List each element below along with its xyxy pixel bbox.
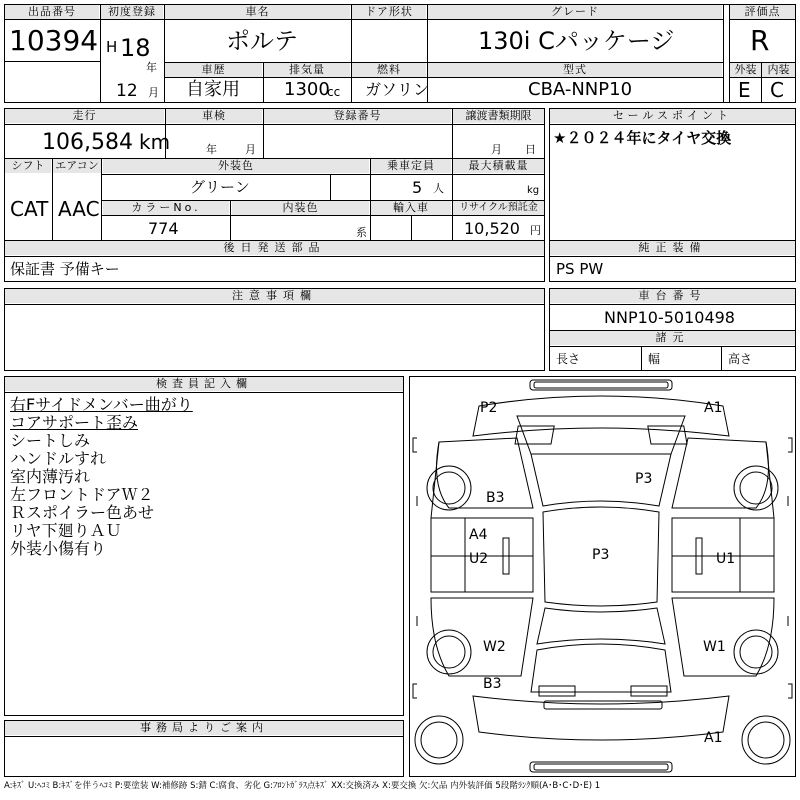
remark-item: ハンドルすれ [10, 449, 107, 468]
first-reg-year: 18 [120, 34, 151, 62]
recycle-unit: 円 [530, 224, 541, 237]
int-color-label: 内装色 [232, 201, 369, 215]
mark-front-left: P2 [480, 400, 498, 416]
remark-item: Ｒスポイラー色あせ [10, 503, 155, 522]
mark-hood: P3 [635, 471, 653, 487]
shift: CAT [10, 197, 49, 221]
mark-rear-right: A1 [704, 730, 723, 746]
interior-label: 内装 [762, 63, 795, 77]
score-label: 評価点 [730, 5, 795, 19]
regno-label: 登録番号 [264, 109, 451, 123]
width-label: 幅 [648, 352, 661, 366]
inspector-label: 検査員記入欄 [5, 377, 403, 391]
damage-legend: A:ｷｽﾞ U:ﾍｺﾐ B:ｷｽﾞを伴うﾍｺﾐ P:要塗装 W:補修跡 S:錆 C:腐食、劣化 G:ﾌﾛﾝﾄｶﾞﾗｽ点ｷｽﾞ XX:交換済み X:要交換 欠:欠品 内外装評価 5段階ﾗﾝｸ順(A･B･C･D･E) 1 [4, 781, 601, 791]
exterior-grade: E [738, 78, 751, 102]
length-label: 長さ [556, 352, 581, 366]
displacement: 1300 [284, 79, 330, 100]
mileage-unit: km [139, 130, 171, 154]
ext-color-label: 外装色 [103, 159, 369, 173]
fuel-label: 燃料 [352, 63, 426, 77]
capacity-unit: 人 [433, 182, 444, 195]
later-parts-label: 後日発送部品 [5, 241, 544, 255]
equipment: PS PW [556, 260, 604, 278]
mark-left-rear-door: U2 [469, 551, 489, 567]
remark-item: 右Fサイドメンバー曲がり [10, 395, 193, 414]
remark-item: リヤ下廻りＡＵ [10, 521, 122, 540]
dims-label: 諸元 [550, 331, 795, 345]
mark-front-right: A1 [704, 400, 723, 416]
mileage: 106,584 [42, 130, 133, 155]
insp-month-unit: 月 [245, 143, 256, 156]
mark-left-rear-wheel: W2 [483, 639, 506, 655]
first-reg-era: H [106, 38, 118, 56]
car-name: ポルテ [226, 27, 298, 55]
history-label: 車歴 [165, 63, 262, 77]
mark-right-door: U1 [716, 551, 736, 567]
later-parts: 保証書 予備キー [10, 260, 120, 278]
grade-label: グレード [428, 5, 722, 19]
load-label: 最大積載量 [453, 159, 544, 173]
capacity-label: 乗車定員 [371, 159, 451, 173]
chassis-label: 車台番号 [550, 289, 795, 303]
car-name-label: 車名 [165, 5, 350, 19]
shift-label: シフト [5, 159, 51, 173]
ext-color: グリーン [190, 178, 250, 196]
transfer-month-unit: 月 [491, 143, 502, 156]
score: R [750, 24, 770, 57]
mark-left-fender: B3 [486, 490, 505, 506]
transfer-label: 譲渡書類期限 [453, 109, 544, 123]
mark-rear-left: B3 [483, 676, 502, 692]
sales-point-text: ★２０２４年にタイヤ交換 [553, 129, 732, 147]
remark-item: コアサポート歪み [10, 413, 139, 432]
remark-item: 左フロントドアＷ２ [10, 485, 154, 504]
ac-label: エアコン [53, 159, 101, 173]
inspection-label: 車検 [166, 109, 262, 123]
mileage-label: 走行 [5, 109, 164, 123]
recycle-label: リサイクル預託金 [453, 201, 544, 215]
chassis-number: NNP10-5010498 [604, 308, 735, 327]
exterior-label: 外装 [730, 63, 761, 77]
interior-grade: C [770, 78, 784, 102]
capacity: 5 [412, 178, 423, 197]
notes-label: 注意事項欄 [5, 289, 544, 303]
lot-label: 出品番号 [5, 5, 99, 19]
office-label: 事務局よりご案内 [5, 721, 403, 735]
recycle-amount: 10,520 [464, 219, 520, 238]
first-reg-month: 12 [116, 81, 138, 101]
height-label: 高さ [728, 352, 753, 366]
equipment-label: 純正装備 [550, 241, 795, 255]
import-label: 輸入車 [371, 201, 451, 215]
model: CBA-NNP10 [528, 79, 633, 100]
car-diagram [409, 376, 796, 777]
sales-point-label: セールスポイント [550, 109, 795, 123]
fuel: ガソリン [365, 80, 430, 99]
int-color-unit: 系 [356, 226, 367, 239]
first-reg-label: 初度登録 [101, 5, 163, 19]
lot-number: 10394 [9, 24, 99, 57]
door-label: ドア形状 [352, 5, 426, 19]
ac: AAC [58, 197, 100, 221]
mark-roof: P3 [592, 547, 610, 563]
remark-item: シートしみ [10, 431, 91, 450]
color-no: 774 [148, 219, 179, 238]
year-unit: 年 [146, 61, 157, 74]
model-label: 型式 [428, 63, 722, 77]
color-no-label: カラーNo. [103, 201, 229, 215]
month-unit: 月 [148, 86, 159, 99]
grade: 130i Cパッケージ [478, 27, 675, 55]
displacement-label: 排気量 [264, 63, 350, 77]
remark-item: 外装小傷有り [10, 539, 107, 558]
transfer-day-unit: 日 [525, 143, 536, 156]
load-unit: kg [527, 185, 540, 196]
remark-item: 室内薄汚れ [10, 467, 91, 486]
history: 自家用 [186, 79, 240, 100]
insp-year-unit: 年 [206, 143, 217, 156]
remarks-list [10, 396, 193, 558]
mark-left-front-door: A4 [469, 527, 488, 543]
mark-right-rear-wheel: W1 [703, 639, 726, 655]
displacement-unit: cc [327, 85, 341, 99]
